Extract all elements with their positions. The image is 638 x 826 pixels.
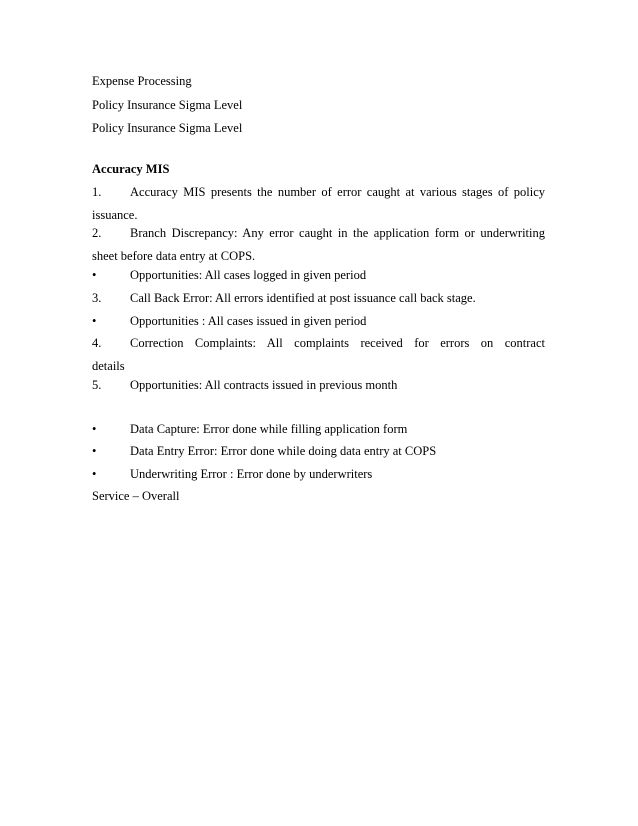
list-item-text: Branch Discrepancy: Any error caught in the application form or underwriting [130, 226, 545, 240]
bullet-marker: • [92, 422, 97, 436]
bullet-marker: • [92, 314, 97, 328]
list-marker: 3. [92, 291, 102, 305]
list-item-2-continuation: sheet before data entry at COPS. [92, 249, 256, 263]
bullet-marker: • [92, 444, 97, 458]
text-policy-insurance-1: Policy Insurance Sigma Level [92, 98, 243, 112]
list-item-text: Call Back Error: All errors identified at post issuance call back stage. [130, 291, 476, 305]
bullet-item-text: Opportunities : All cases issued in given period [130, 314, 367, 328]
bullet-item-text: Data Entry Error: Error done while doing data entry at COPS [130, 444, 437, 458]
text-policy-insurance-2: Policy Insurance Sigma Level [92, 121, 243, 135]
list-item-4-continuation: details [92, 359, 125, 373]
text-service-overall: Service – Overall [92, 489, 180, 503]
list-marker: 2. [92, 226, 102, 240]
list-marker: 4. [92, 336, 102, 350]
list-marker: 1. [92, 185, 102, 199]
text-expense-processing: Expense Processing [92, 74, 192, 88]
heading-accuracy-mis: Accuracy MIS [92, 162, 170, 176]
list-item-1-continuation: issuance. [92, 208, 138, 222]
bullet-item-text: Underwriting Error : Error done by underwriters [130, 467, 373, 481]
bullet-item-text: Opportunities: All cases logged in given period [130, 268, 367, 282]
bullet-marker: • [92, 268, 97, 282]
list-marker: 5. [92, 378, 102, 392]
bullet-marker: • [92, 467, 97, 481]
list-item-text: Opportunities: All contracts issued in previous month [130, 378, 398, 392]
list-item-text: Accuracy MIS presents the number of error caught at various stages of policy [130, 185, 545, 199]
list-item-text: Correction Complaints: All complaints received for errors on contract [130, 336, 545, 350]
bullet-item-text: Data Capture: Error done while filling application form [130, 422, 408, 436]
